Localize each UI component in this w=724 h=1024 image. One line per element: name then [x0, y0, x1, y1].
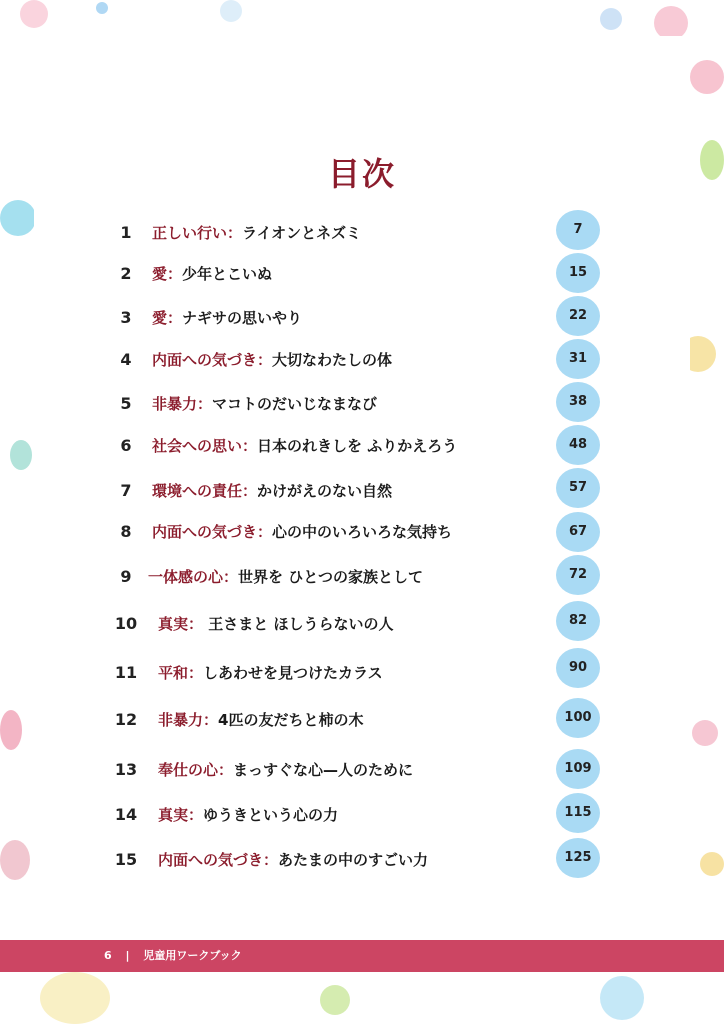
toc-story-title: 心の中のいろいろな気持ち — [272, 523, 453, 541]
toc-colon: ： — [218, 761, 234, 779]
toc-theme: 非暴力 — [152, 395, 198, 413]
toc-story-title: 王さまと ほしうらないの人 — [203, 615, 394, 633]
toc-theme: 愛 — [152, 265, 168, 283]
toc-row[interactable] — [0, 476, 724, 506]
toc-entry — [158, 845, 428, 875]
toc-number: 3 — [120, 308, 132, 327]
toc-row[interactable] — [0, 705, 724, 735]
toc-number: 4 — [120, 350, 132, 369]
toc-entry — [152, 517, 452, 547]
toc-entry — [158, 705, 363, 735]
toc-colon: ： — [188, 664, 204, 682]
toc-number: 13 — [114, 760, 138, 779]
toc-number: 2 — [120, 264, 132, 283]
toc-theme: 真実 — [158, 615, 189, 633]
toc-theme: 奉仕の心 — [158, 761, 219, 779]
toc-row[interactable] — [0, 755, 724, 785]
toc-colon: ： — [167, 265, 183, 283]
toc-colon: ： — [263, 851, 279, 869]
toc-page-badge[interactable]: 72 — [556, 555, 600, 595]
toc-colon: ： — [167, 309, 183, 327]
toc-number: 15 — [114, 850, 138, 869]
footer-page-number: 6 — [104, 949, 112, 962]
toc-page-badge[interactable]: 67 — [556, 512, 600, 552]
toc-story-title: 4匹の友だちと柿の木 — [218, 711, 364, 729]
toc-story-title: ナギサの思いやり — [182, 309, 303, 327]
toc-row[interactable] — [0, 345, 724, 375]
toc-row[interactable] — [0, 303, 724, 333]
toc-colon: ： — [188, 806, 204, 824]
toc-page-badge[interactable]: 125 — [556, 838, 600, 878]
toc-page-badge[interactable]: 7 — [556, 210, 600, 250]
toc-number: 6 — [120, 436, 132, 455]
toc-number: 8 — [120, 522, 132, 541]
toc-colon: ： — [188, 615, 204, 633]
footer-separator: | — [125, 949, 130, 962]
toc-entry — [152, 218, 361, 248]
toc-entry — [158, 755, 413, 785]
toc-story-title: かけがえのない自然 — [257, 482, 393, 500]
toc-page-badge[interactable]: 48 — [556, 425, 600, 465]
toc-story-title: マコトのだいじなまなび — [212, 395, 378, 413]
toc-entry — [152, 345, 392, 375]
toc-theme: 内面への気づき — [158, 851, 264, 869]
toc-entry — [158, 609, 393, 639]
toc-story-title: 少年とこいぬ — [182, 265, 273, 283]
toc-colon: ： — [257, 523, 273, 541]
toc-number: 7 — [120, 481, 132, 500]
toc-story-title: 大切なわたしの体 — [272, 351, 393, 369]
toc-number: 1 — [120, 223, 132, 242]
toc-page-badge[interactable]: 15 — [556, 253, 600, 293]
toc-row[interactable] — [0, 218, 724, 248]
toc-number: 10 — [114, 614, 138, 633]
toc-entry — [152, 476, 392, 506]
toc-row[interactable] — [0, 658, 724, 688]
toc-story-title: 日本のれきしを ふりかえろう — [257, 437, 458, 455]
toc-entry — [152, 303, 302, 333]
toc-theme: 正しい行い — [152, 224, 228, 242]
toc-page-badge[interactable]: 109 — [556, 749, 600, 789]
toc-theme: 内面への気づき — [152, 351, 258, 369]
toc-entry — [158, 658, 383, 688]
toc-theme: 真実 — [158, 806, 189, 824]
toc-row[interactable] — [0, 389, 724, 419]
toc-number: 12 — [114, 710, 138, 729]
toc-number: 5 — [120, 394, 132, 413]
toc-colon: ： — [203, 711, 219, 729]
toc-story-title: あたまの中のすごい力 — [278, 851, 429, 869]
footer-bar — [0, 940, 724, 972]
toc-number: 9 — [120, 567, 132, 586]
toc-story-title: まっすぐな心—人のために — [233, 761, 414, 779]
toc-entry — [152, 389, 377, 419]
footer-text — [104, 940, 242, 972]
toc-page-badge[interactable]: 115 — [556, 793, 600, 833]
toc-colon: ： — [242, 482, 258, 500]
toc-theme: 社会への思い — [152, 437, 243, 455]
toc-page-badge[interactable]: 100 — [556, 698, 600, 738]
toc-story-title: 世界を ひとつの家族として — [238, 568, 423, 586]
toc-entry — [152, 431, 457, 461]
toc-theme: 平和 — [158, 664, 189, 682]
toc-entry — [148, 562, 423, 592]
toc-row[interactable] — [0, 845, 724, 875]
toc-page-badge[interactable]: 82 — [556, 601, 600, 641]
page-title: 目次 — [327, 155, 396, 194]
toc-page-badge[interactable]: 31 — [556, 339, 600, 379]
toc-theme: 内面への気づき — [152, 523, 258, 541]
toc-colon: ： — [242, 437, 258, 455]
toc-row[interactable] — [0, 800, 724, 830]
toc-colon: ： — [197, 395, 213, 413]
toc-entry — [152, 259, 272, 289]
footer-book-title: 児童用ワークブック — [143, 949, 242, 962]
toc-row[interactable] — [0, 562, 724, 592]
toc-theme: 非暴力 — [158, 711, 204, 729]
toc-number: 14 — [114, 805, 138, 824]
toc-colon: ： — [257, 351, 273, 369]
toc-row[interactable] — [0, 609, 724, 639]
toc-row[interactable] — [0, 517, 724, 547]
toc-colon: ： — [223, 568, 239, 586]
toc-page-badge[interactable]: 22 — [556, 296, 600, 336]
toc-theme: 環境への責任 — [152, 482, 243, 500]
toc-row[interactable] — [0, 259, 724, 289]
toc-page-badge[interactable]: 57 — [556, 468, 600, 508]
toc-story-title: ゆうきという心の力 — [203, 806, 339, 824]
toc-story-title: ライオンとネズミ — [242, 224, 362, 242]
toc-entry — [158, 800, 338, 830]
toc-theme: 愛 — [152, 309, 168, 327]
toc-page-badge[interactable]: 90 — [556, 648, 600, 688]
toc-story-title: しあわせを見つけたカラス — [203, 664, 383, 682]
toc-page-badge[interactable]: 38 — [556, 382, 600, 422]
toc-theme: 一体感の心 — [148, 568, 224, 586]
toc-colon: ： — [227, 224, 243, 242]
toc-number: 11 — [114, 663, 138, 682]
toc-row[interactable] — [0, 431, 724, 461]
